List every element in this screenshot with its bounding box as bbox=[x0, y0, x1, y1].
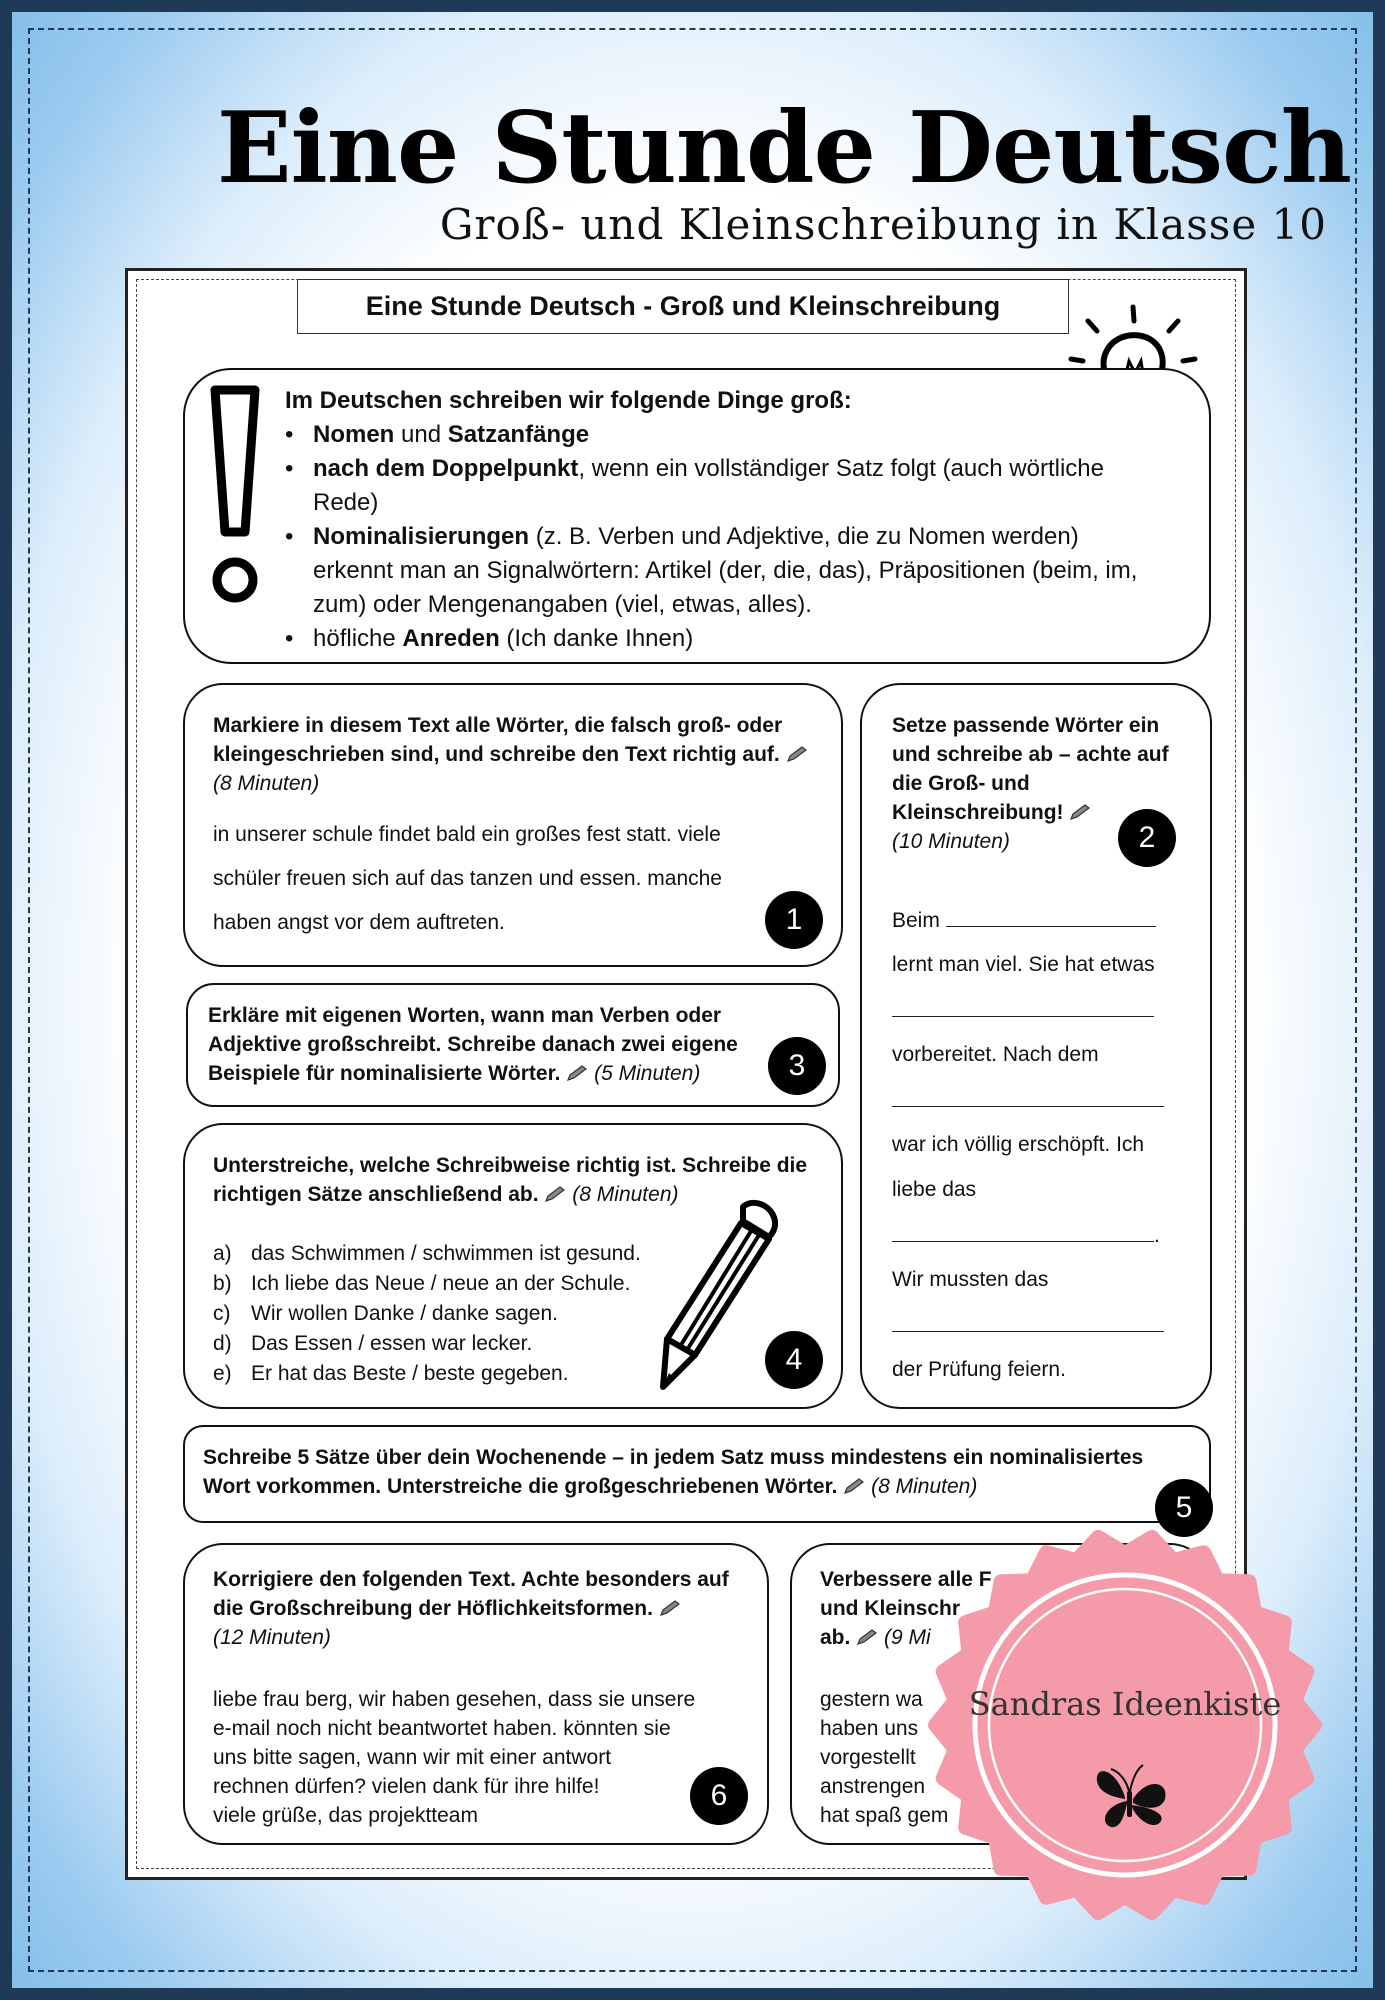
task-6-box bbox=[183, 1543, 769, 1845]
task-number-badge: 4 bbox=[765, 1331, 823, 1389]
pencil-icon bbox=[544, 1185, 566, 1203]
worksheet-title: Eine Stunde Deutsch - Groß und Kleinschreibung bbox=[297, 279, 1069, 334]
task-number-badge: 1 bbox=[765, 891, 823, 949]
task-3-box bbox=[186, 983, 840, 1107]
task-1-box bbox=[183, 683, 843, 967]
task-number-badge: 5 bbox=[1155, 1479, 1213, 1537]
list-item: a) das Schwimmen / schwimmen ist gesund. bbox=[213, 1242, 641, 1265]
list-item: d) Das Essen / essen war lecker. bbox=[213, 1332, 533, 1355]
exclamation-icon bbox=[207, 384, 263, 614]
task-number-badge: 3 bbox=[768, 1037, 826, 1095]
task-3-instruction: Erkläre mit eigenen Worten, wann man Verben oder Adjektive großschreibt. Schreibe danach zwei eigene Beispiele für nominalisierte Wörter. (5 Minuten) bbox=[208, 1004, 738, 1085]
task-number-badge: 6 bbox=[690, 1767, 748, 1825]
list-item: e) Er hat das Beste / beste gegeben. bbox=[213, 1362, 569, 1385]
task-7-text: gestern wa haben uns vorgestellt anstrengen hat spaß gem bbox=[820, 1688, 949, 1827]
pencil-icon bbox=[856, 1628, 878, 1646]
task-5-box bbox=[183, 1425, 1211, 1523]
task-6-text: liebe frau berg, wir haben gesehen, dass sie unsere e-mail noch nicht beantwortet haben. könnten sie uns bitte sagen, wann wir mit einer antwort rechnen dürfen? vielen dank für ihre hilfe! viele grüße, das projektteam bbox=[213, 1688, 696, 1827]
brand-name: Sandras Ideenkiste bbox=[968, 1685, 1282, 1723]
list-item: c) Wir wollen Danke / danke sagen. bbox=[213, 1302, 558, 1325]
pencil-icon bbox=[1069, 803, 1091, 821]
task-6-instruction: Korrigiere den folgenden Text. Achte besonders auf die Großschreibung der Höflichkeitsformen. (12 Minuten) bbox=[213, 1568, 729, 1649]
pencil-icon bbox=[566, 1064, 588, 1082]
task-7-instruction: Verbessere alle F und Kleinschr ab. (9 Mi bbox=[820, 1568, 992, 1649]
task-5-instruction: Schreibe 5 Sätze über dein Wochenende – in jedem Satz muss mindestens ein nominalisiertes Wort vorkommen. Unterstreiche die großgeschriebenen Wörter. (8 Minuten) bbox=[203, 1446, 1144, 1498]
brand-stamp bbox=[925, 1525, 1325, 1925]
task-4-instruction: Unterstreiche, welche Schreibweise richtig ist. Schreibe die richtigen Sätze anschließend ab. (8 Minuten) bbox=[213, 1154, 808, 1206]
pencil-icon bbox=[843, 1477, 865, 1495]
task-2-instruction: Setze passende Wörter ein und schreibe ab – achte auf die Groß- und Kleinschreibung! (10 Minuten) bbox=[892, 714, 1169, 853]
rule-item: • höfliche Anreden (Ich danke Ihnen) bbox=[285, 622, 1159, 656]
rule-item: • nach dem Doppelpunkt, wenn ein vollständiger Satz folgt (auch wörtliche Rede) bbox=[285, 452, 1159, 520]
task-4-box bbox=[183, 1123, 843, 1409]
stamp-badge bbox=[925, 1525, 1325, 1925]
task-2-cloze: Beim lernt man viel. Sie hat etwas vorbereitet. Nach dem war ich völlig erschöpft. Ich liebe das . Wir mussten das der Prüfung feiern. bbox=[892, 905, 1192, 1400]
butterfly-icon bbox=[1085, 1747, 1175, 1837]
rule-item: • Nominalisierungen (z. B. Verben und Adjektive, die zu Nomen werden) erkennt man an Signalwörtern: Artikel (der, die, das), Präpositionen (beim, im, zum) oder Mengenangaben (viel, etwas, alles). bbox=[285, 520, 1159, 622]
task-4-list bbox=[213, 1239, 641, 1389]
rules-lead: Im Deutschen schreiben wir folgende Dinge groß: bbox=[285, 387, 852, 414]
task-1-instruction: Markiere in diesem Text alle Wörter, die falsch groß- oder kleingeschrieben sind, und schreibe den Text richtig auf. (8 Minuten) bbox=[213, 711, 813, 798]
cover-subtitle: Groß- und Kleinschreibung in Klasse 10 bbox=[439, 200, 1327, 249]
task-1-text: in unserer schule findet bald ein großes fest statt. viele schüler freuen sich auf das tanzen und essen. manche haben angst vor dem auftreten. bbox=[213, 823, 722, 934]
list-item: b) Ich liebe das Neue / neue an der Schule. bbox=[213, 1272, 631, 1295]
cover-title: Eine Stunde Deutsch bbox=[216, 91, 1351, 206]
pencil-icon bbox=[786, 745, 808, 763]
rule-item: • Nomen und Satzanfänge bbox=[285, 418, 1159, 452]
rules-info-box bbox=[183, 368, 1211, 664]
task-2-box bbox=[860, 683, 1212, 1409]
task-number-badge: 2 bbox=[1118, 809, 1176, 867]
pencil-icon bbox=[659, 1599, 681, 1617]
